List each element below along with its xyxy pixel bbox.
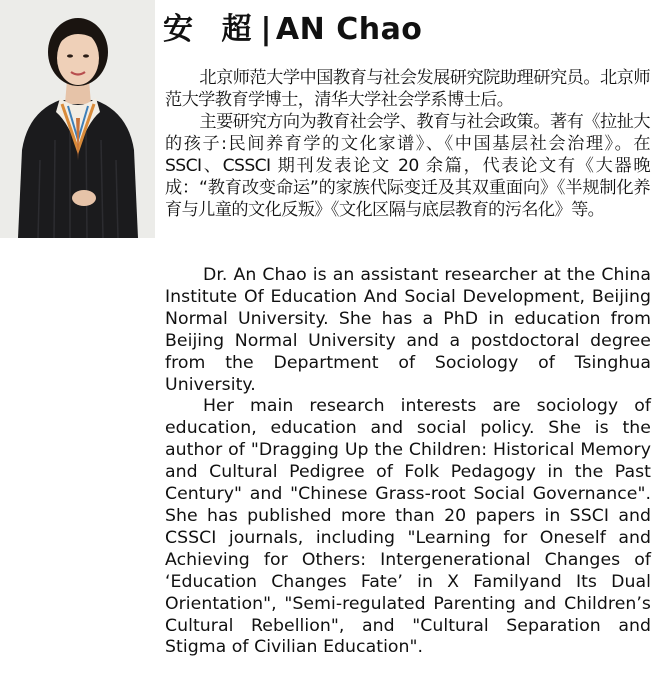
name-chinese: 安 超 [163, 12, 261, 47]
portrait-photo [0, 0, 155, 238]
chinese-bio-paragraph-2: 主要研究方向为教育社会学、教育与社会政策。著有《拉扯大的孩子:民间养育学的文化家谱》、《中国基层社会治理》。在 SSCI、CSSCI 期刊发表论文 20 余篇，代表论文有《大器晚成：“教育改变命运”的家族代际变迁及其双重面向》《半规制化养育与儿童的文化反叛》《文化区隔与底层教育的污名化》等。 [165, 112, 650, 220]
chinese-biography [165, 67, 650, 221]
english-bio-paragraph-2: Her main research interests are sociology of education, education and social policy. She is the author of "Dragging Up the Children: Historical Memory and Cultural Pedigree of Folk Pedagogy in the Past Century" and "Chinese Grass-root Social Governance". She has published more than 20 papers in SSCI and CSSCI journals, including "Learning for Oneself and Achieving for Others: Intergenerational Changes of ‘Education Changes Fate’ in X Familyand Its Dual Orientation", "Semi-regulated Parenting and Children’s Cultural Rebellion", and "Cultural Separation and Stigma of Civilian Education". [165, 396, 651, 658]
chinese-bio-paragraph-1: 北京师范大学中国教育与社会发展研究院助理研究员。北京师范大学教育学博士，清华大学社会学系博士后。 [165, 68, 650, 110]
english-biography [165, 265, 651, 659]
title-separator: | [260, 12, 272, 47]
english-bio-paragraph-1: Dr. An Chao is an assistant researcher at the China Institute Of Education And Social Development, Beijing Normal University. She has a PhD in education from Beijing Normal University and a postdoctoral degree from the Department of Sociology of Tsinghua University. [165, 265, 651, 395]
portrait-illustration [0, 0, 155, 238]
name-english: AN Chao [275, 12, 423, 47]
page-title [163, 6, 422, 54]
